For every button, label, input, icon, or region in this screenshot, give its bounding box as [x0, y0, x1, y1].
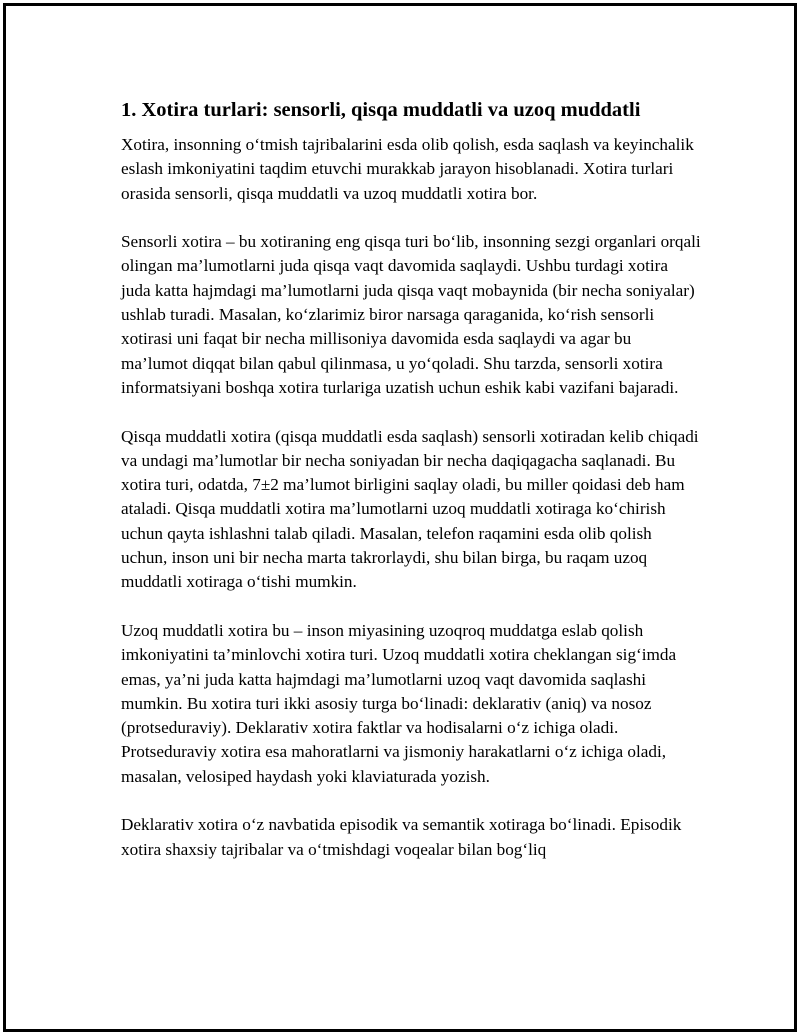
paragraph-declarative-memory: Deklarativ xotira o‘z navbatida episodik va semantik xotiraga bo‘linadi. Episodik xotira shaxsiy tajribalar va o‘tmishdagi voqealar bilan bog‘liq	[121, 815, 682, 859]
paragraph-short-term-memory: Qisqa muddatli xotira (qisqa muddatli esda saqlash) sensorli xotiradan kelib chiqadi va undagi ma’lumotlar bir necha soniyadan bir necha daqiqagacha saqlanadi. Bu xotira turi, odatda, 7±2 ma’lumot birligini saqlay oladi, bu miller qoidasi deb ham ataladi. Qisqa muddatli xotira ma’lumotlarni uzoq muddatli xotiraga ko‘chirish uchun qayta ishlashni talab qiladi. Masalan, telefon raqamini esda olib qolish uchun, inson uni bir necha marta takrorlaydi, shu bilan birga, bu raqam uzoq muddatli xotiraga o‘tishi mumkin.	[121, 426, 699, 592]
paragraph-long-term-memory: Uzoq muddatli xotira bu – inson miyasining uzoqroq muddatga eslab qolish imkoniyatini ta’minlovchi xotira turi. Uzoq muddatli xotira cheklangan sig‘imda emas, ya’ni juda katta hajmdagi ma’lumotlarni uzoq vaqt davomida saqlashi mumkin. Bu xotira turi ikki asosiy turga bo‘linadi: deklarativ (aniq) va nosoz (protseduraviy). Deklarativ xotira faktlar va hodisalarni o‘z ichiga oladi. Protseduraviy xotira esa mahoratlarni va jismoniy harakatlarni o‘z ichiga oladi, masalan, velosiped haydash yoki klaviaturada yozish.	[121, 620, 677, 786]
document-body	[121, 96, 701, 886]
paragraph-intro: Xotira, insonning o‘tmish tajribalarini esda olib qolish, esda saqlash va keyinchalik eslash imkoniyatini taqdim etuvchi murakkab jarayon hisoblanadi. Xotira turlari orasida sensorli, qisqa muddatli va uzoq muddatli xotira bor.	[121, 135, 694, 203]
document-page	[3, 3, 797, 1032]
document-title: 1. Xotira turlari: sensorli, qisqa muddatli va uzoq muddatli	[121, 99, 641, 121]
paragraph-sensory-memory: Sensorli xotira – bu xotiraning eng qisqa turi bo‘lib, insonning sezgi organlari orqali olingan ma’lumotlarni juda qisqa vaqt davomida saqlaydi. Ushbu turdagi xotira juda katta hajmdagi ma’lumotlarni juda qisqa vaqt mobaynida (bir necha soniyalar) ushlab turadi. Masalan, ko‘zlarimiz biror narsaga qaraganida, ko‘rish sensorli xotirasi uni faqat bir necha millisoniya davomida esda saqlaydi va agar bu ma’lumot diqqat bilan qabul qilinmasa, u yo‘qoladi. Shu tarzda, sensorli xotira informatsiyani boshqa xotira turlariga uzatish uchun eshik kabi vazifani bajaradi.	[121, 232, 701, 397]
